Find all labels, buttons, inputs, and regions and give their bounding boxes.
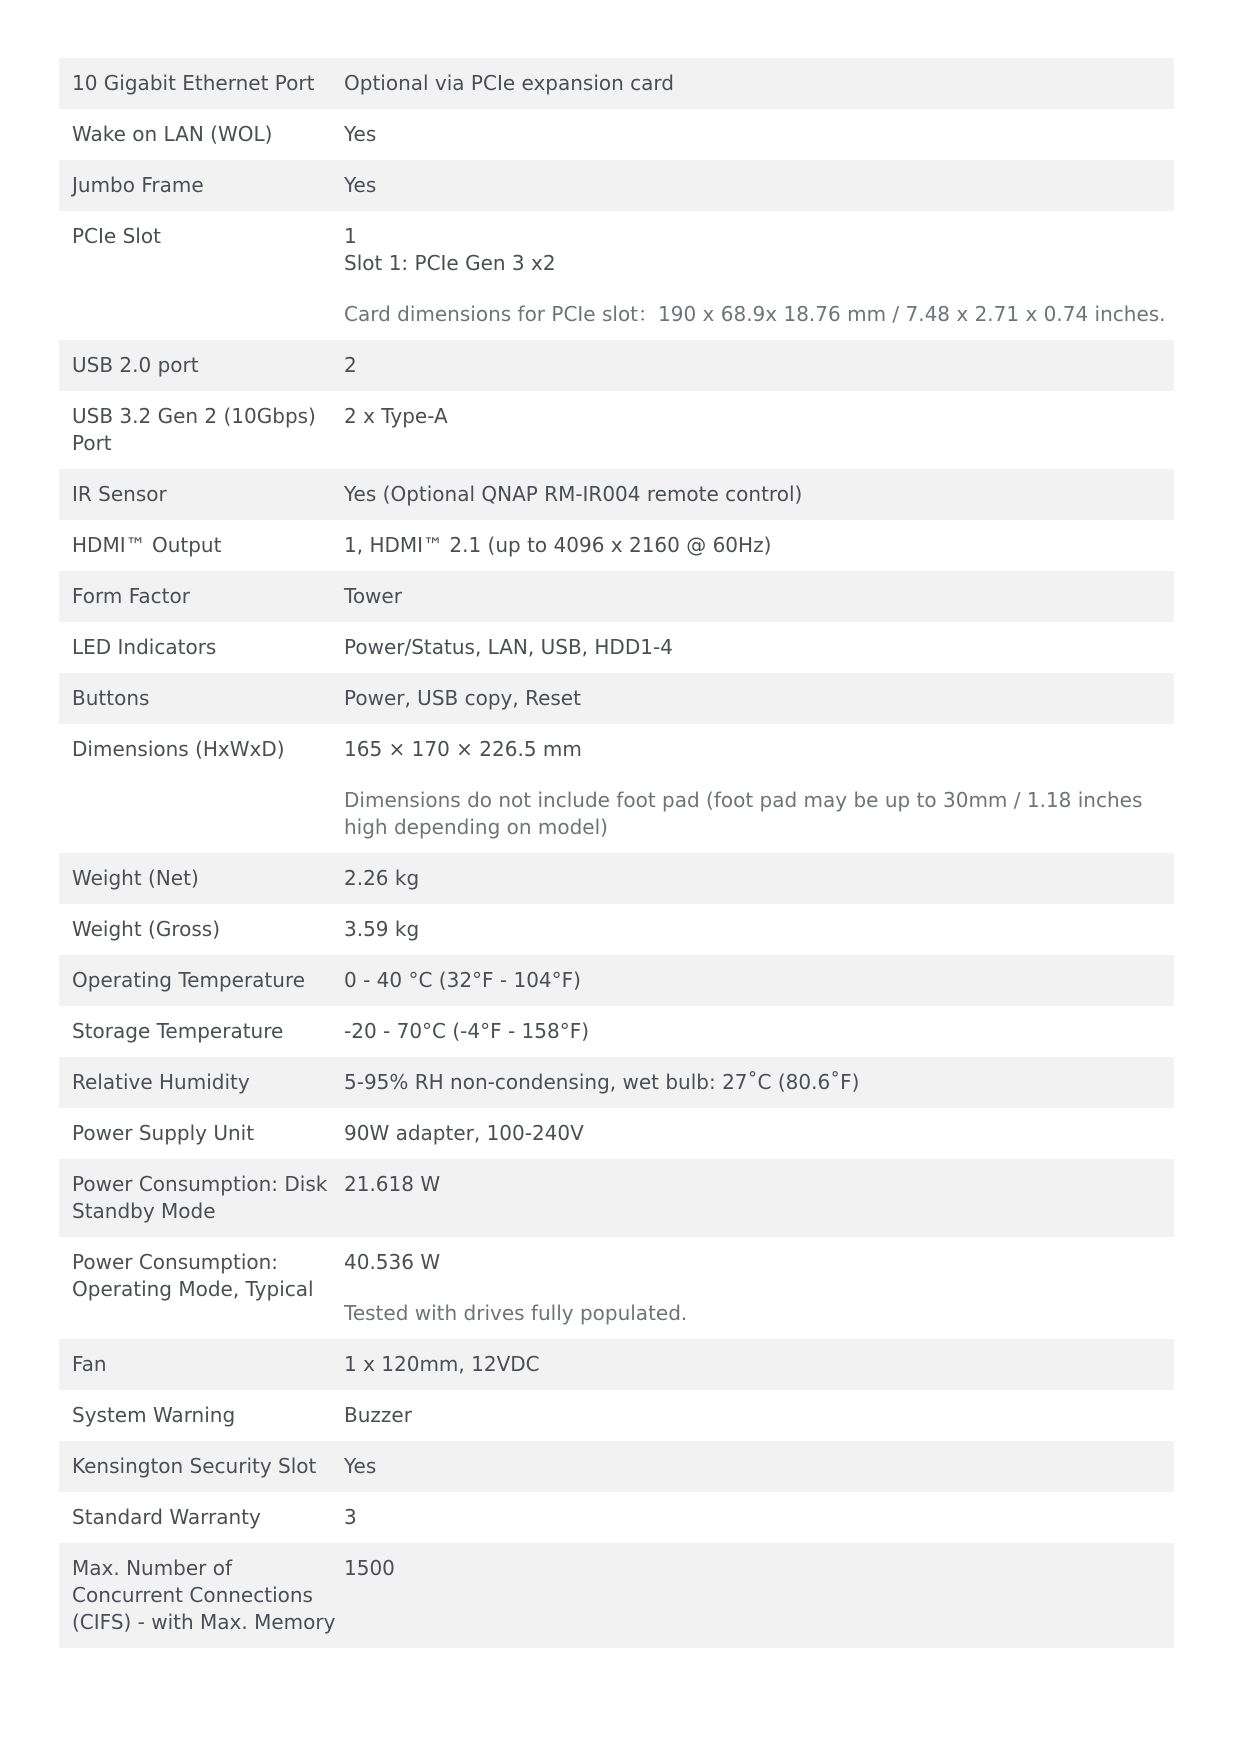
spec-value — [344, 520, 1174, 571]
spec-row — [59, 1492, 1174, 1543]
spec-value-line: Power/Status, LAN, USB, HDD1-4 — [344, 635, 673, 659]
spec-label: System Warning — [72, 1403, 236, 1427]
spec-value-line: Yes (Optional QNAP RM-IR004 remote control) — [344, 482, 803, 506]
spec-value — [344, 1237, 1174, 1339]
spec-label: Standard Warranty — [72, 1505, 261, 1529]
spec-value-line: 1, HDMI™ 2.1 (up to 4096 x 2160 @ 60Hz) — [344, 533, 772, 557]
spec-value — [344, 853, 1174, 904]
spec-value — [344, 1057, 1174, 1108]
spec-note: Dimensions do not include foot pad (foot pad may be up to 30mm / 1.18 inches high depending on model) — [344, 788, 1143, 839]
spec-value — [344, 340, 1174, 391]
spec-value-line: 90W adapter, 100-240V — [344, 1121, 584, 1145]
spec-table — [59, 58, 1174, 1648]
spec-value — [344, 1108, 1174, 1159]
spec-row — [59, 1237, 1174, 1339]
spec-value-line: -20 - 70°C (-4°F - 158°F) — [344, 1019, 590, 1043]
spec-value-line: Optional via PCIe expansion card — [344, 71, 674, 95]
spec-value — [344, 58, 1174, 109]
spec-label: Wake on LAN (WOL) — [72, 122, 273, 146]
spec-value — [344, 211, 1174, 340]
spec-row — [59, 853, 1174, 904]
spec-value-line: 2 x Type-A — [344, 404, 448, 428]
spec-row — [59, 673, 1174, 724]
spec-value-line: 21.618 W — [344, 1172, 441, 1196]
spec-row — [59, 1543, 1174, 1648]
spec-value-line: Yes — [344, 1454, 377, 1478]
spec-value — [344, 109, 1174, 160]
spec-note: Card dimensions for PCIe slot：190 x 68.9x 18.76 mm / 7.48 x 2.71 x 0.74 inches. — [344, 302, 1166, 326]
spec-label: Dimensions (HxWxD) — [72, 737, 285, 761]
spec-row — [59, 904, 1174, 955]
spec-value-line: 0 - 40 °C (32°F - 104°F) — [344, 968, 581, 992]
spec-label: USB 3.2 Gen 2 (10Gbps) Port — [72, 404, 316, 455]
spec-value-line: 40.536 W — [344, 1250, 441, 1274]
spec-label: Storage Temperature — [72, 1019, 284, 1043]
spec-value-line: 5-95% RH non-condensing, wet bulb: 27˚C (80.6˚F) — [344, 1070, 860, 1094]
spec-label: PCIe Slot — [72, 224, 161, 248]
spec-value-line: 2.26 kg — [344, 866, 420, 890]
spec-label: Operating Temperature — [72, 968, 306, 992]
spec-label: Max. Number of Concurrent Connections (CIFS) - with Max. Memory — [72, 1556, 336, 1634]
spec-label: Jumbo Frame — [72, 173, 204, 197]
spec-value-line: Slot 1: PCIe Gen 3 x2 — [344, 251, 556, 275]
spec-label: Power Consumption: Disk Standby Mode — [72, 1172, 328, 1223]
spec-value-line: Buzzer — [344, 1403, 412, 1427]
spec-value-line: Power, USB copy, Reset — [344, 686, 581, 710]
spec-label: Weight (Net) — [72, 866, 199, 890]
spec-row — [59, 469, 1174, 520]
spec-row — [59, 622, 1174, 673]
spec-value — [344, 724, 1174, 853]
spec-label: Power Consumption: Operating Mode, Typical — [72, 1250, 314, 1301]
spec-label: LED Indicators — [72, 635, 217, 659]
spec-label: USB 2.0 port — [72, 353, 199, 377]
spec-value — [344, 1159, 1174, 1210]
spec-value-line: 1 — [344, 224, 357, 248]
spec-value — [344, 622, 1174, 673]
spec-value — [344, 955, 1174, 1006]
spec-value — [344, 1441, 1174, 1492]
spec-value — [344, 904, 1174, 955]
spec-row — [59, 571, 1174, 622]
spec-row — [59, 724, 1174, 853]
spec-value — [344, 1543, 1174, 1594]
spec-value — [344, 469, 1174, 520]
spec-row — [59, 391, 1174, 469]
spec-label: HDMI™ Output — [72, 533, 222, 557]
spec-row — [59, 520, 1174, 571]
spec-note: Tested with drives fully populated. — [344, 1301, 688, 1325]
spec-row — [59, 1390, 1174, 1441]
spec-row — [59, 1108, 1174, 1159]
spec-label: Weight (Gross) — [72, 917, 220, 941]
spec-value-line: 165 × 170 × 226.5 mm — [344, 737, 582, 761]
spec-value-line: Yes — [344, 122, 377, 146]
spec-row — [59, 160, 1174, 211]
spec-row — [59, 211, 1174, 340]
spec-value-line: 3 — [344, 1505, 357, 1529]
spec-label: Fan — [72, 1352, 107, 1376]
spec-value — [344, 391, 1174, 442]
spec-value — [344, 673, 1174, 724]
spec-row — [59, 109, 1174, 160]
spec-value — [344, 1006, 1174, 1057]
spec-row — [59, 955, 1174, 1006]
spec-label: Kensington Security Slot — [72, 1454, 317, 1478]
spec-label: IR Sensor — [72, 482, 167, 506]
spec-row — [59, 1006, 1174, 1057]
spec-value — [344, 1492, 1174, 1543]
spec-row — [59, 340, 1174, 391]
spec-row — [59, 1441, 1174, 1492]
spec-value — [344, 1339, 1174, 1390]
spec-row — [59, 1339, 1174, 1390]
spec-value — [344, 571, 1174, 622]
spec-row — [59, 58, 1174, 109]
spec-value-line: Tower — [344, 584, 402, 608]
spec-label: Buttons — [72, 686, 150, 710]
spec-row — [59, 1057, 1174, 1108]
spec-label: 10 Gigabit Ethernet Port — [72, 71, 315, 95]
spec-label: Relative Humidity — [72, 1070, 250, 1094]
spec-value-line: 1 x 120mm, 12VDC — [344, 1352, 540, 1376]
spec-value — [344, 160, 1174, 211]
spec-value — [344, 1390, 1174, 1441]
spec-value-line: 2 — [344, 353, 357, 377]
spec-value-line: 1500 — [344, 1556, 395, 1580]
spec-row — [59, 1159, 1174, 1237]
spec-value-line: 3.59 kg — [344, 917, 420, 941]
spec-value-line: Yes — [344, 173, 377, 197]
spec-label: Form Factor — [72, 584, 190, 608]
spec-label: Power Supply Unit — [72, 1121, 255, 1145]
